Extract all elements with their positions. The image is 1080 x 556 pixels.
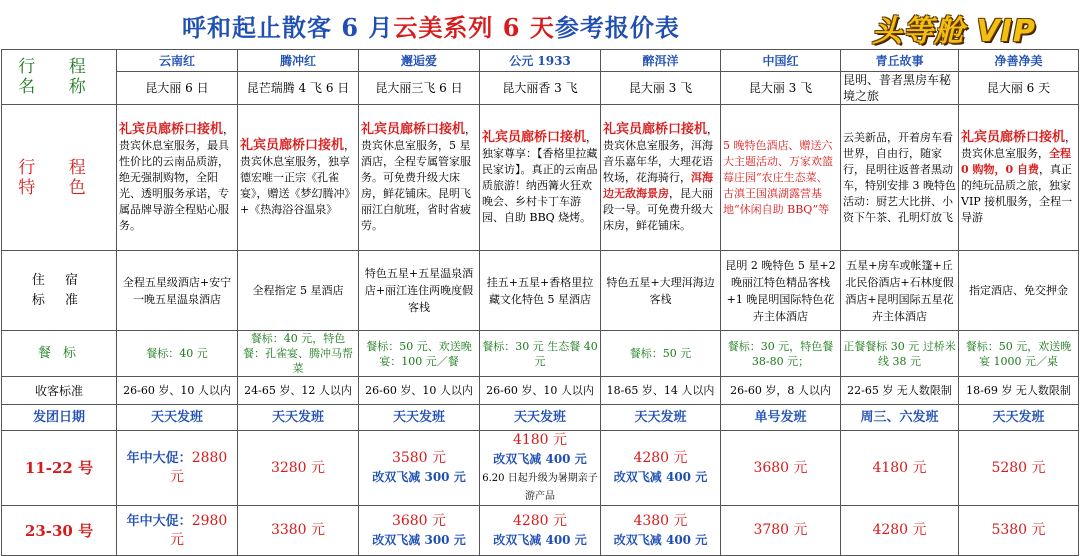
route-visitor: 26-60 岁，8 人以内 — [721, 377, 841, 405]
price-cell — [841, 506, 959, 556]
price-value: 4280 元 — [872, 522, 927, 538]
route-desc: 昆芒瑞腾 4 飞 6 日 — [238, 72, 359, 105]
route-hotel: 特色五星+大理洱海边客栈 — [601, 251, 721, 331]
route-meal: 餐标：30 元 生态餐 40 元 — [480, 331, 601, 377]
route-name: 净善净美 — [959, 50, 1079, 72]
price-cell — [721, 506, 841, 556]
price-value: 2880 元 — [170, 450, 228, 485]
route-hotel: 全程指定 5 星酒店 — [238, 251, 359, 331]
route-desc: 昆大丽 3 飞 — [721, 72, 841, 105]
route-hotel: 挂五+五星+香格里拉藏文化特色 5 星酒店 — [480, 251, 601, 331]
promo-label: 年中大促： — [126, 513, 192, 529]
route-depart: 周三、六发班 — [841, 405, 959, 431]
route-desc: 昆明、普者黑房车秘境之旅 — [841, 72, 959, 105]
price-value: 4280 元 — [512, 512, 568, 529]
route-desc: 昆大丽三飞 6 日 — [359, 72, 480, 105]
route-features — [359, 105, 480, 251]
route-features — [841, 105, 959, 251]
route-meal: 餐标：40 元 — [117, 331, 238, 377]
price-cell — [480, 431, 601, 506]
route-name: 中国红 — [721, 50, 841, 72]
price-value: 3680 元 — [753, 459, 808, 476]
price-value: 4180 元 — [512, 432, 568, 448]
route-meal: 餐标：50 元，欢送晚宴 1000 元／桌 — [959, 331, 1079, 377]
route-name: 醉洱洋 — [601, 50, 721, 72]
page-title: 呼和起止散客 6 月云美系列 6 天参考报价表 — [182, 13, 680, 42]
price-row-2-label: 23-30 号 — [2, 506, 117, 556]
route-name: 青丘故事 — [841, 50, 959, 72]
price-table — [1, 49, 1079, 556]
route-hotel: 全程五星级酒店+安宁一晚五星温泉酒店 — [117, 251, 238, 331]
price-value: 4380 元 — [633, 512, 688, 529]
route-hotel: 昆明 2 晚特色 5 星+2 晚丽江特色精品客栈+1 晚昆明国际特色花卉主体酒店 — [721, 251, 841, 331]
route-depart: 天天发班 — [238, 405, 359, 431]
route-visitor: 18-69 岁 无人数限制 — [959, 377, 1079, 405]
route-meal: 餐标：40 元，特色餐：孔雀宴、腾冲马帮菜 — [238, 331, 359, 377]
feature-lead: 礼宾员廊桥口接机 — [482, 129, 587, 145]
price-value: 3380 元 — [270, 522, 326, 538]
price-value: 3580 元 — [391, 450, 447, 466]
price-row-1 — [2, 431, 1079, 506]
visitor-row — [2, 377, 1079, 405]
route-desc: 昆大丽 6 天 — [959, 72, 1079, 105]
price-row-2 — [2, 506, 1079, 556]
route-name: 邂逅爱 — [359, 50, 480, 72]
price-value: 2980 元 — [170, 512, 228, 548]
price-cell — [238, 431, 359, 506]
price-note: 改双飞减 400 元 — [493, 532, 587, 547]
visitor-label: 收客标准 — [2, 377, 117, 405]
route-depart: 单号发班 — [721, 405, 841, 431]
promo-label: 年中大促： — [126, 451, 192, 466]
route-visitor: 26-60 岁、10 人以内 — [117, 377, 238, 405]
route-desc: 昆大丽 6 日 — [117, 72, 238, 105]
price-note: 改双飞减 300 元 — [372, 470, 466, 484]
route-features — [959, 105, 1079, 251]
price-cell — [359, 431, 480, 506]
price-cell — [238, 506, 359, 556]
price-note: 改双飞减 400 元 — [613, 470, 708, 484]
title-bar — [0, 0, 1080, 48]
price-cell — [959, 506, 1079, 556]
price-cell — [721, 431, 841, 506]
route-visitor: 22-65 岁 无人数限制 — [841, 377, 959, 405]
route-depart: 天天发班 — [601, 405, 721, 431]
feature-text: ，贵宾休息室服务，5 星酒店，全程专属管家服务。可免费升级大床房，鲜花铺床。昆明飞丽江白航班，省时省疲劳。 — [361, 122, 477, 232]
feature-highlight: 洱海边无敌海景房 — [603, 170, 713, 200]
price-value: 4180 元 — [872, 459, 927, 476]
route-visitor: 18-65 岁、14 人以内 — [601, 377, 721, 405]
price-value: 3780 元 — [753, 522, 808, 538]
route-name: 公元 1933 — [480, 50, 601, 72]
price-value: 3280 元 — [270, 459, 326, 476]
hotel-label: 住 宿 标 准 — [2, 251, 117, 331]
feature-lead: 礼宾员廊桥口接机 — [603, 121, 708, 137]
depart-row — [2, 405, 1079, 431]
feature-text-2: ，昆大丽段一导。可免费升级大床房，鲜花铺床。 — [603, 186, 713, 232]
route-visitor: 26-60 岁、10 人以内 — [359, 377, 480, 405]
price-cell — [841, 431, 959, 506]
route-depart: 天天发班 — [480, 405, 601, 431]
feature-lead: 礼宾员廊桥口接机 — [361, 121, 466, 137]
price-value: 3680 元 — [391, 512, 447, 529]
price-note: 改双飞减 400 元 — [613, 532, 708, 547]
route-features — [480, 105, 601, 251]
meal-label: 餐 标 — [2, 331, 117, 377]
feature-highlight: 全程 0 购物，0 自费 — [961, 146, 1071, 176]
route-visitor: 24-65 岁、12 人以内 — [238, 377, 359, 405]
route-features — [721, 105, 841, 251]
price-cell — [959, 431, 1079, 506]
route-meal: 餐标：50 元、欢送晚宴：100 元／餐 — [359, 331, 480, 377]
price-value: 4280 元 — [633, 450, 688, 466]
price-row-1-label: 11-22 号 — [2, 431, 117, 506]
route-desc: 昆大丽 3 飞 — [601, 72, 721, 105]
price-cell — [601, 431, 721, 506]
route-desc-row — [2, 72, 1079, 105]
feature-text: ，贵宾休息室服务，独享德宏唯一正宗《孔雀宴》，赠送《梦幻腾冲》+《热海浴谷温泉》 — [240, 138, 356, 216]
feature-text: ，贵宾休息室服务，洱海音乐嘉年华，大理花语牧场，花海骑行， — [603, 122, 719, 184]
route-desc: 昆大丽香 3 飞 — [480, 72, 601, 105]
price-value: 5380 元 — [991, 522, 1046, 538]
route-meal: 餐标：30 元，特色餐 38-80 元； — [721, 331, 841, 377]
feature-lead: 礼宾员廊桥口接机 — [119, 121, 224, 137]
price-cell — [359, 506, 480, 556]
price-cell — [117, 506, 238, 556]
route-name-row — [2, 50, 1079, 72]
feature-lead: 礼宾员廊桥口接机 — [240, 137, 345, 153]
feature-text: ，独家尊享：【香格里拉藏民家访】。真正的云南品质旅游！纳西篝火狂欢晚会、乡村卡丁车游园、自助 BBQ 烧烤。 — [482, 130, 598, 224]
vip-logo: 头等舱 VIP — [872, 14, 1036, 49]
feature-text: 5 晚特色酒店、赠送六大主题活动、万家欢篮莓庄园“农庄生态菜、古滇王国滇湖露营基地“休闲自助 BBQ”等 — [723, 138, 833, 216]
feature-lead: 礼宾员廊桥口接机 — [961, 129, 1066, 145]
route-depart: 天天发班 — [359, 405, 480, 431]
route-name: 腾冲红 — [238, 50, 359, 72]
price-cell — [601, 506, 721, 556]
route-hotel: 特色五星+五星温泉酒店+丽江连住两晚度假客栈 — [359, 251, 480, 331]
route-depart: 天天发班 — [117, 405, 238, 431]
depart-label: 发团日期 — [2, 405, 117, 431]
price-note: 改双飞减 400 元 — [493, 452, 587, 466]
feature-text: ，贵宾休息室服务，最具性价比的云南品质游，绝无强制购物，全阳光、透明服务承诺，专属品牌导游全程贴心服务。 — [119, 122, 235, 232]
route-visitor: 26-60 岁、10 人以内 — [480, 377, 601, 405]
price-cell — [480, 506, 601, 556]
route-features — [117, 105, 238, 251]
route-meal: 餐标：50 元 — [601, 331, 721, 377]
route-features — [238, 105, 359, 251]
hotel-row — [2, 251, 1079, 331]
route-hotel: 五星+房车或帐篷+丘北民俗酒店+石林度假酒店+昆明国际五星花卉主体酒店 — [841, 251, 959, 331]
route-meal: 正餐餐标 30 元 过桥米线 38 元 — [841, 331, 959, 377]
route-name-label: 行 程 名 称 — [2, 50, 117, 105]
feature-text: ，贵宾休息室服务， — [961, 130, 1077, 160]
route-name: 云南红 — [117, 50, 238, 72]
route-hotel: 指定酒店、免交押金 — [959, 251, 1079, 331]
price-note-2: 6.20 日起升级为暑期亲子游产品 — [482, 473, 598, 502]
price-cell — [117, 431, 238, 506]
route-features — [601, 105, 721, 251]
features-row — [2, 105, 1079, 251]
price-value: 5280 元 — [991, 459, 1046, 476]
meal-row — [2, 331, 1079, 377]
route-depart: 天天发班 — [959, 405, 1079, 431]
features-label: 行 程 特 色 — [2, 105, 117, 251]
feature-text-2: ，真正的纯玩品质之旅，独家 VIP 接机服务，全程一导游 — [961, 162, 1073, 224]
price-note: 改双飞减 300 元 — [372, 532, 466, 547]
feature-text: 云美新品，开着房车看世界，自由行，随家行，昆明往返普者黑动车，特别安排 3 晚特色活动：厨艺大比拼、小资下午茶、孔明灯放飞 — [843, 130, 956, 224]
